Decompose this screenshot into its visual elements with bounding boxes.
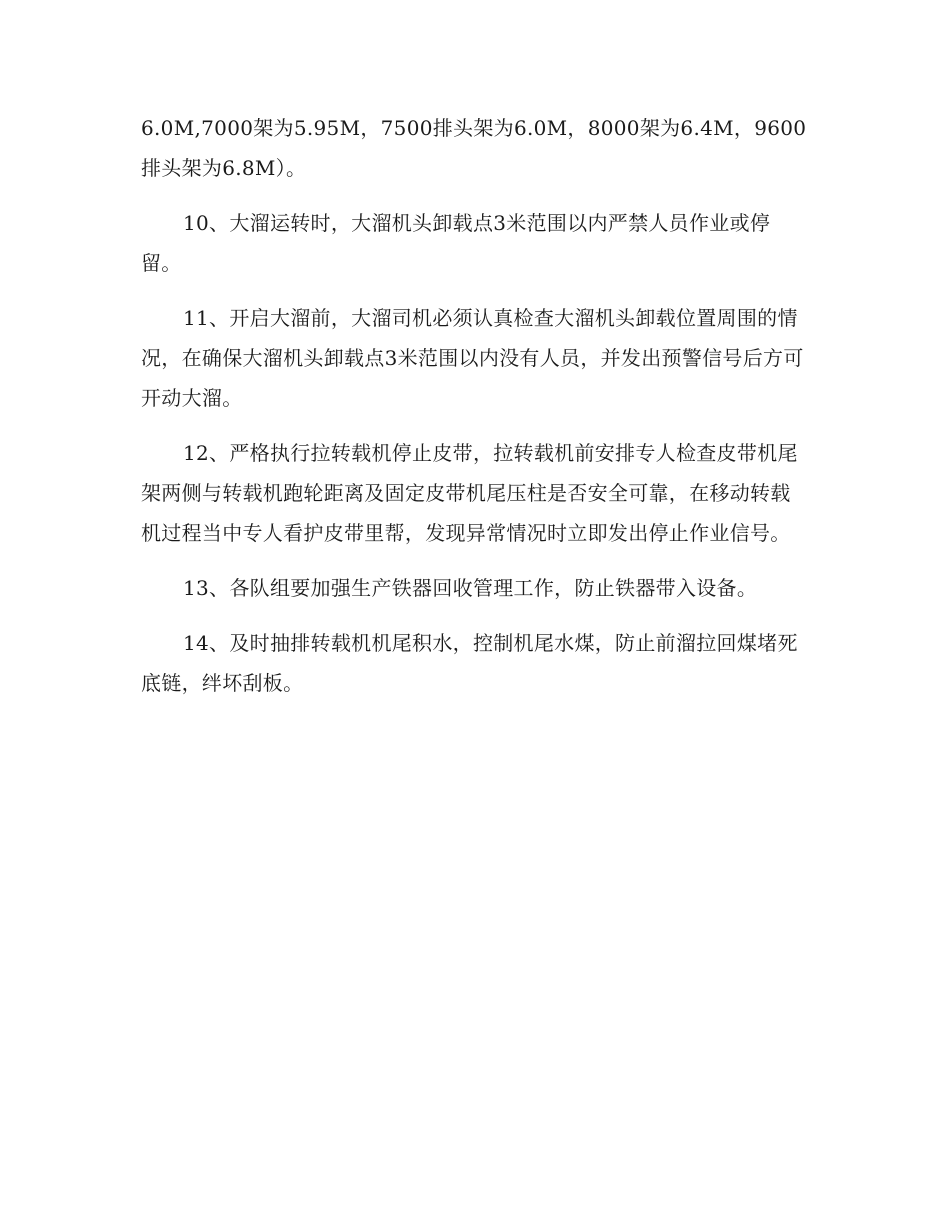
paragraph-item-12: 12、严格执行拉转载机停止皮带，拉转载机前安排专人检查皮带机尾架两侧与转载机跑轮距离及固定皮带机尾压柱是否安全可靠，在移动转载机过程当中专人看护皮带里帮，发现异常情况时立即发出停止作业信号。 [141,441,798,545]
paragraph-continuation: 6.0M,7000架为5.95M，7500排头架为6.0M，8000架为6.4M，9600排头架为6.8M）。 [141,116,807,180]
paragraph-item-14: 14、及时抽排转载机机尾积水，控制机尾水煤，防止前溜拉回煤堵死底链，绊坏刮板。 [141,631,798,695]
paragraph-item-13: 13、各队组要加强生产铁器回收管理工作，防止铁器带入设备。 [183,576,758,600]
paragraph-item-11: 11、开启大溜前，大溜司机必须认真检查大溜机头卸载位置周围的情况，在确保大溜机头卸载点3米范围以内没有人员，并发出预警信号后方可开动大溜。 [141,306,804,410]
document-body [141,108,809,718]
paragraph-item-10: 10、大溜运转时，大溜机头卸载点3米范围以内严禁人员作业或停留。 [141,211,771,275]
